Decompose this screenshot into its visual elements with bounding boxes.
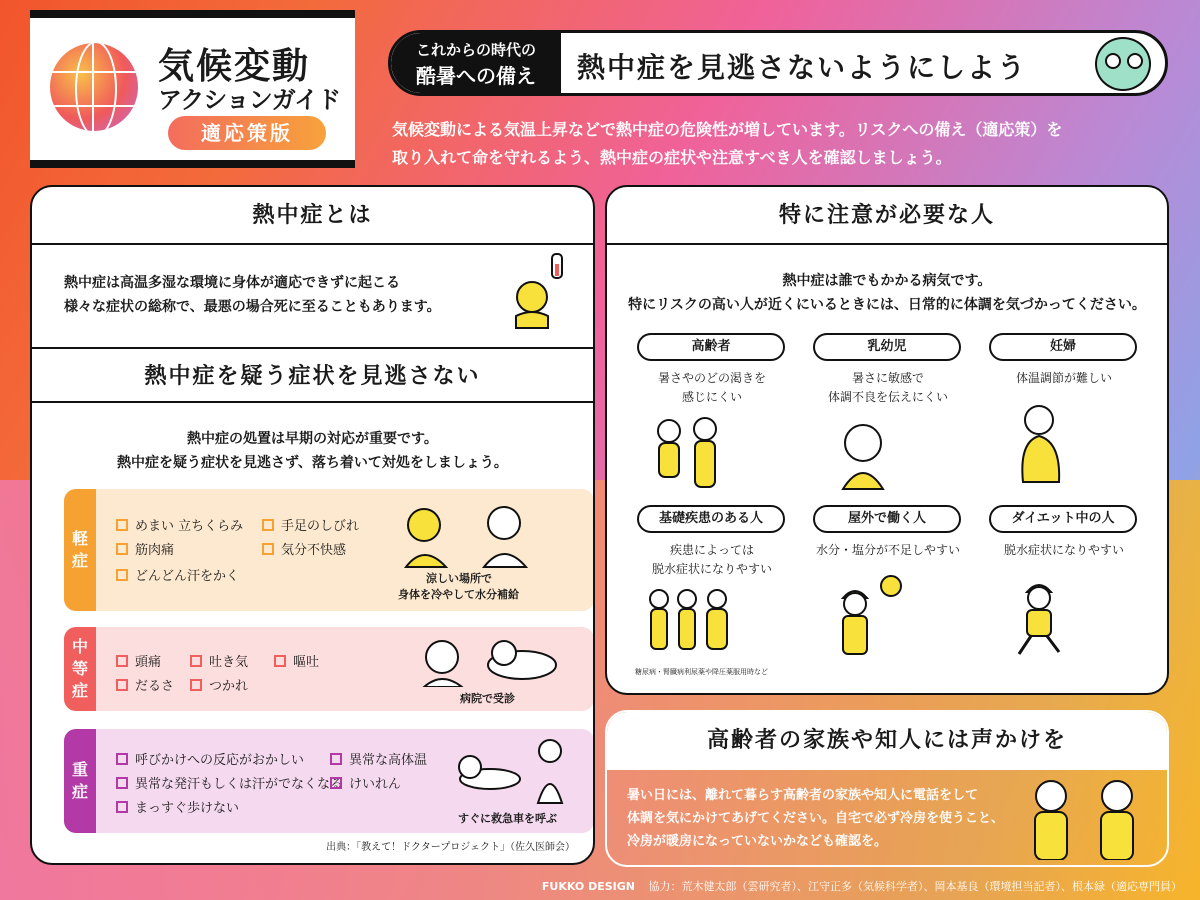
earth-mascot-icon — [1095, 37, 1151, 91]
moderate-label — [64, 627, 96, 711]
group-outdoor-workers — [813, 505, 963, 666]
heatstroke-panel — [30, 185, 595, 865]
checkbox-icon — [116, 543, 128, 555]
group-desc-line1: 水分・塩分が不足しやすい — [815, 543, 960, 557]
footer-credits: 協力：荒木健太郎（雲研究者）、江守正多（気候科学者）、岡本基良（環境担当記者）、根本緑（適応専門員） — [648, 880, 1182, 893]
group-infants — [813, 333, 963, 497]
severe-item — [116, 797, 239, 816]
high-risk-panel — [605, 185, 1169, 695]
phone-call-illustration — [1017, 774, 1157, 860]
severe-item — [116, 773, 343, 792]
mild-label — [64, 489, 96, 611]
mild-item-label: 筋肉痛 — [135, 543, 175, 558]
group-desc-line2: 脱水症状になりやすい — [651, 562, 772, 576]
group-desc-line2: 体調不良を伝えにくい — [827, 390, 948, 404]
severe-label — [64, 729, 96, 833]
chronic-illness-illustration — [637, 585, 737, 665]
checkbox-icon — [116, 801, 128, 813]
elderly-illustration — [637, 413, 737, 493]
what-is-title: 熱中症とは — [32, 187, 593, 245]
moderate-item-label: 吐き気 — [209, 655, 249, 670]
moderate-label-char3: 症 — [71, 681, 88, 700]
header-kicker-line2: 酷暑への備え — [416, 64, 536, 88]
family-call-panel — [605, 710, 1169, 867]
mild-item-label: 手足のしびれ — [281, 519, 360, 534]
mild-item-label: 気分不快感 — [281, 543, 347, 558]
moderate-item-label: 頭痛 — [135, 655, 162, 670]
checkbox-icon — [274, 655, 286, 667]
checkbox-icon — [330, 777, 342, 789]
moderate-item — [190, 675, 248, 694]
moderate-item — [274, 651, 319, 670]
intro-line2: 取り入れて命を守れるよう、熱中症の症状や注意すべき人を確認しましょう。 — [392, 148, 952, 167]
checkbox-icon — [330, 753, 342, 765]
mild-item — [262, 539, 346, 558]
group-dieting — [989, 505, 1139, 666]
mild-item-label: どんどん汗をかく — [135, 569, 240, 584]
group-desc-line1: 暑さやのどの渇きを — [657, 371, 766, 385]
group-label: 乳幼児 — [813, 333, 961, 361]
moderate-item-label: だるさ — [135, 679, 175, 694]
family-title: 高齢者の家族や知人には声かけを — [607, 712, 1167, 770]
moderate-item-label: 嘔吐 — [293, 655, 320, 670]
checkbox-icon — [262, 543, 274, 555]
sick-person-illustration — [412, 631, 562, 687]
hot-person-illustration — [502, 252, 577, 330]
cooling-down-illustration — [394, 497, 554, 569]
severe-item-label: 呼びかけへの反応がおかしい — [135, 753, 305, 768]
checkbox-icon — [190, 655, 202, 667]
group-chronic-illness — [637, 505, 787, 669]
severe-item-label: けいれん — [349, 777, 402, 792]
severe-item-label: まっすぐ歩けない — [135, 801, 240, 816]
group-desc-line1: 疾患によっては — [669, 543, 754, 557]
logo-subtitle: アクションガイド — [158, 86, 341, 114]
mild-label-char1: 軽 — [71, 529, 88, 548]
mild-item — [116, 539, 174, 558]
moderate-caption: 病院で受診 — [460, 692, 515, 705]
family-text — [627, 784, 1004, 853]
attention-title: 特に注意が必要な人 — [607, 187, 1167, 245]
moderate-symptoms-card — [64, 627, 594, 711]
symptoms-title: 熱中症を疑う症状を見逃さない — [32, 347, 593, 403]
group-desc-line2: 感じにくい — [681, 390, 742, 404]
intro-text — [392, 116, 1182, 172]
mild-item — [262, 515, 359, 534]
checkbox-icon — [116, 655, 128, 667]
group-desc — [989, 541, 1139, 560]
group-pregnant — [989, 333, 1139, 494]
chronic-illness-note: 糖尿病・腎臓病利尿薬や降圧薬服用時など — [635, 668, 768, 676]
group-desc-line1: 脱水症状になりやすい — [1003, 543, 1124, 557]
family-line3: 冷房が暖房になっていないかなども確認を。 — [627, 834, 888, 849]
footer — [542, 878, 1182, 894]
attention-lead — [607, 269, 1167, 317]
logo-badge: 適応策版 — [168, 116, 326, 150]
what-is-desc — [64, 271, 441, 319]
checkbox-icon — [116, 777, 128, 789]
severe-item-label: 異常な高体温 — [349, 753, 428, 768]
group-desc — [813, 541, 963, 560]
checkbox-icon — [190, 679, 202, 691]
checkbox-icon — [116, 569, 128, 581]
mild-label-char2: 症 — [71, 551, 88, 570]
severe-label-char1: 重 — [71, 760, 88, 779]
intro-line1: 気候変動による気温上昇などで熱中症の危険性が増しています。リスクへの備え（適応策）を — [392, 120, 1063, 139]
page-title: 熱中症を見逃さないようにしよう — [577, 51, 1028, 84]
header-kicker-line1: これからの時代の — [415, 41, 536, 59]
checkbox-icon — [116, 679, 128, 691]
moderate-item — [116, 675, 174, 694]
footer-brand: FUKKO DESIGN — [541, 880, 635, 893]
severe-label-char2: 症 — [71, 782, 88, 801]
what-is-line2: 様々な症状の総称で、最悪の場合死に至ることもあります。 — [64, 299, 441, 315]
header-banner — [388, 30, 1168, 96]
mild-caption2: 身体を冷やして水分補給 — [398, 588, 519, 601]
symptoms-lead2: 熱中症を疑う症状を見逃さず、落ち着いて対処をしましょう。 — [117, 455, 508, 471]
moderate-label-char1: 中 — [71, 637, 88, 656]
severe-item — [116, 749, 304, 768]
group-label: 屋外で働く人 — [813, 505, 961, 533]
checkbox-icon — [116, 753, 128, 765]
moderate-label-char2: 等 — [71, 659, 88, 678]
checkbox-icon — [116, 519, 128, 531]
mild-caption1: 涼しい場所で — [426, 572, 492, 585]
logo-title: 気候変動 — [158, 46, 311, 87]
attention-lead1: 熱中症は誰でもかかる病気です。 — [782, 273, 992, 289]
collapsed-person-illustration — [446, 733, 576, 805]
severe-symptoms-card — [64, 729, 594, 833]
attention-lead2: 特にリスクの高い人が近くにいるときには、日常的に体調を気づかってください。 — [628, 297, 1146, 313]
symptoms-lead1: 熱中症の処置は早期の対応が重要です。 — [187, 431, 438, 447]
group-elderly — [637, 333, 787, 497]
group-label: 基礎疾患のある人 — [637, 505, 785, 533]
group-label: ダイエット中の人 — [989, 505, 1137, 533]
group-desc-line1: 暑さに敏感で — [851, 371, 924, 385]
infant-illustration — [813, 413, 913, 493]
moderate-item — [116, 651, 161, 670]
group-desc — [813, 369, 963, 407]
header-kicker — [391, 33, 561, 93]
checkbox-icon — [262, 519, 274, 531]
group-label: 高齢者 — [637, 333, 785, 361]
mild-item-label: めまい 立ちくらみ — [135, 519, 244, 534]
group-desc — [637, 369, 787, 407]
logo-block — [30, 10, 355, 168]
source-credit: 出典：「教えて！ドクタープロジェクト」（佐久医師会） — [326, 842, 575, 853]
mild-item — [116, 515, 243, 534]
group-desc-line1: 体温調節が難しい — [1015, 371, 1112, 385]
severe-item — [330, 773, 401, 792]
mild-item — [116, 565, 239, 584]
globe-icon — [50, 43, 138, 131]
mild-symptoms-card — [64, 489, 594, 611]
family-line1: 暑い日には、離れて暮らす高齢者の家族や知人に電話をして — [627, 788, 979, 803]
severe-item — [330, 749, 427, 768]
severe-caption: すぐに救急車を呼ぶ — [458, 812, 557, 825]
what-is-line1: 熱中症は高温多湿な環境に身体が適応できずに起こる — [64, 275, 400, 291]
moderate-item-label: つかれ — [209, 679, 249, 694]
outdoor-worker-illustration — [813, 566, 913, 662]
family-line2: 体調を気にかけてあげてください。自宅で必ず冷房を使うこと、 — [627, 811, 1005, 826]
severe-item-label: 異常な発汗もしくは汗がでなくなる — [135, 777, 344, 792]
moderate-item — [190, 651, 248, 670]
pregnant-illustration — [989, 394, 1089, 490]
group-desc — [989, 369, 1139, 388]
group-desc — [637, 541, 787, 579]
group-label: 妊婦 — [989, 333, 1137, 361]
jogging-person-illustration — [989, 566, 1089, 662]
